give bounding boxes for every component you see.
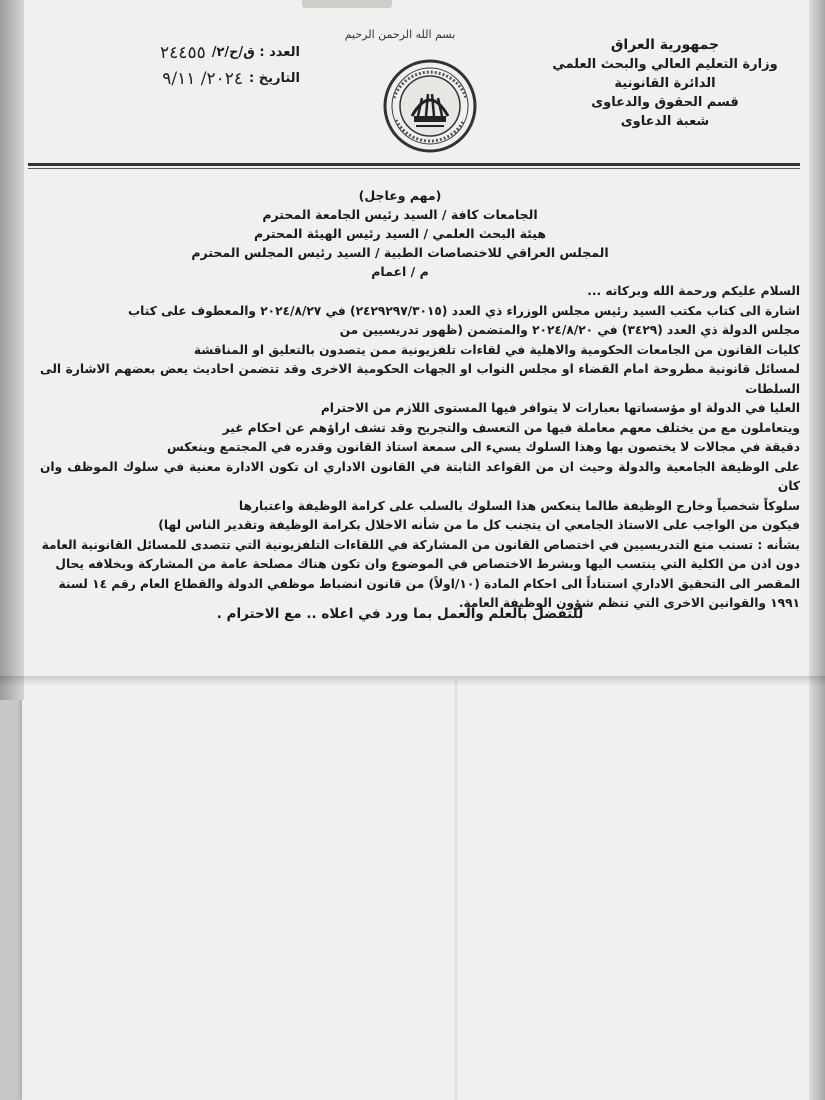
page-edge-right — [809, 0, 825, 1100]
body-line: ١٩٩١ والقوانين الاخرى التي تنظم شؤون الوظيفة العامة. — [458, 596, 800, 610]
paper-fold-horizontal — [0, 676, 825, 686]
body-line: على الوظيفة الجامعية والدولة وحيث ان من القواعد الثابتة في القانون الاداري ان تكون الادارة معنية في سلوك الموظف وان كان — [40, 459, 800, 493]
gov-line-country: جمهورية العراق — [610, 37, 720, 53]
letter-body — [40, 282, 800, 614]
gov-line-ministry: وزارة التعليم العالي والبحث العلمي — [552, 57, 778, 72]
subject-line: م / اعمام — [371, 264, 429, 279]
government-header — [545, 36, 785, 131]
body-line: العليا في الدولة او مؤسساتها بعبارات لا يتوافر فيها المستوى اللازم من الاحترام — [320, 401, 800, 415]
addressee-research-authority: هيئة البحث العلمي / السيد رئيس الهيئة المحترم — [253, 226, 547, 241]
gov-line-directorate: الدائرة القانونية — [614, 76, 716, 91]
header-divider — [28, 163, 800, 166]
addressee-medical-council: المجلس العراقي للاختصاصات الطبية / السيد رئيس المجلس المحترم — [191, 245, 609, 260]
body-line: بشأنه : تسنب منع التدريسيين في اختصاص القانون من المشاركة في اللقاءات التلفزيونية التي تتصدى للمسائل القانونية العامة — [41, 537, 800, 552]
body-line: المقصر الى التحقيق الاداري استناداً الى احكام المادة (١٠/اولاً) من قانون انضباط موظفي الدولة والقطاع العام رقم ١٤ لسنة — [58, 576, 800, 591]
body-line: دقيقة في مجالات لا يختصون بها وهذا السلوك يسيء الى سمعة استاذ القانون وقدره في المجتمع وينعكس — [166, 440, 800, 454]
number-label: العدد : ق/ح/٢/ — [211, 45, 300, 60]
body-line: فيكون من الواجب على الاستاذ الجامعي ان يتجنب كل ما من شأنه الاخلال بكرامة الوظيفة وتقدير الناس لها) — [158, 518, 800, 532]
greeting: السلام عليكم ورحمة الله وبركاته ... — [587, 284, 800, 298]
date-label: التاريخ : — [249, 71, 300, 86]
basmala: بسم الله الرحمن الرحيم — [344, 28, 456, 41]
reference-block — [100, 40, 300, 92]
body-line: مجلس الدولة ذي العدد (٣٤٢٩) في ٢٠٢٤/٨/٢٠ والمتضمن (ظهور تدريسيين من — [339, 323, 800, 337]
body-line: لمسائل قانونية مطروحة امام القضاء او مجلس النواب او الجهات الحكومية الاخرى وقد تتضمن احاديث يعض بعضهم الاشارة الى السلطات — [40, 362, 800, 396]
body-line: اشارة الى كتاب مكتب السيد رئيس مجلس الوزراء ذي العدد (٢٤٢٩٢٩٧/٣٠١٥) في ٢٠٢٤/٨/٢٧ والمعطوف على كتاب — [127, 303, 800, 318]
page-edge-left — [0, 0, 24, 700]
page-tab — [302, 0, 392, 8]
addressee-block — [150, 186, 650, 281]
gov-line-division: شعبة الدعاوى — [620, 114, 710, 129]
body-line: ويتعاملون مع من يختلف معهم معاملة فيها من التعسف والتجريح وقد تشف اراؤهم عن احكام غير — [222, 420, 800, 435]
addressee-universities: الجامعات كافة / السيد رئيس الجامعة المحترم — [262, 207, 538, 222]
closing-line: للتفضل بالعلم والعمل بما ورد في اعلاه .. مع الاحترام . — [216, 606, 584, 622]
header-divider-thin — [28, 168, 800, 169]
number-value: ٢٤٤٥٥ — [160, 43, 206, 63]
gov-line-department: قسم الحقوق والدعاوى — [591, 95, 739, 110]
date-value: ٢٠٢٤/ ٩/١١ — [162, 69, 244, 89]
body-line: كليات القانون من الجامعات الحكومية والاهلية في لقاءات تلفزيونية ممن يتصدون بالتعليق او المناقشة — [193, 342, 800, 357]
body-line: دون اذن من الكلية التي ينتسب اليها وبشرط الاختصاص في الموضوع وان تكون هناك مصلحة عامة من المشاركة وبخلافه يحال — [55, 557, 800, 571]
urgency-note: (مهم وعاجل) — [358, 188, 442, 203]
paper-fold-vertical — [455, 680, 457, 1100]
ministry-seal-logo — [382, 58, 478, 154]
body-line: سلوكاً شخصياً وخارج الوظيفة طالما ينعكس هذا السلوك بالسلب على كرامة الوظيفة واعتبارها — [238, 498, 800, 513]
